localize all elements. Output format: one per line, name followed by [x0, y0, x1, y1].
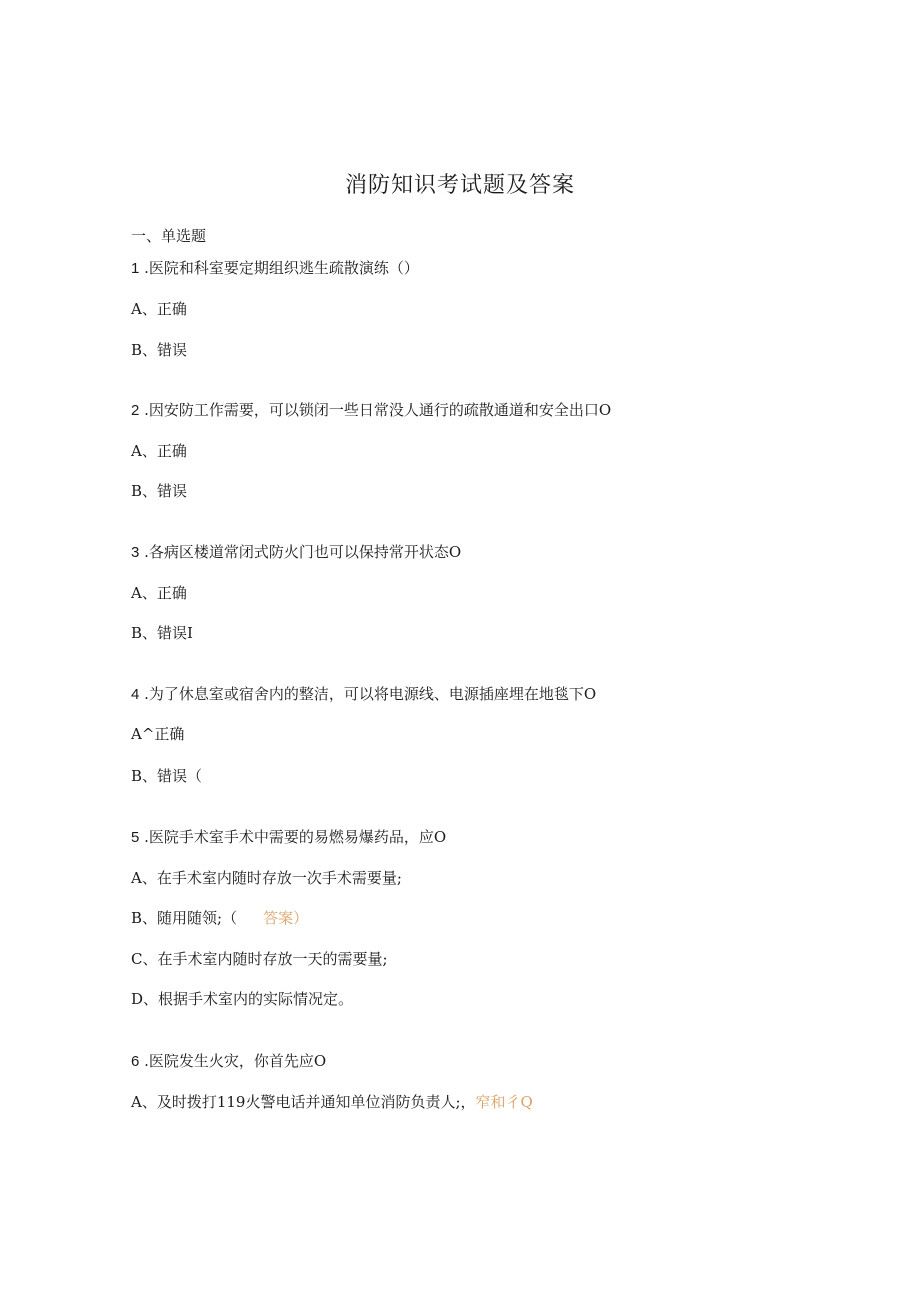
- option-a-text: A、及时拨打119火警电话并通知单位消防负责人;，: [131, 1093, 476, 1111]
- option-a: A、在手术室内随时存放一次手术需要量;: [131, 869, 402, 887]
- question-4: [131, 684, 596, 705]
- option-b: B、错误I: [131, 624, 193, 642]
- question-text: .医院手术室手术中需要的易燃易爆药品，应O: [144, 828, 447, 846]
- option-a: [131, 1092, 533, 1112]
- answer-note: 窄和彳Q: [475, 1093, 533, 1111]
- question-text: .因安防工作需要，可以锁闭一些日常没人通行的疏散通道和安全出口O: [144, 401, 612, 419]
- question-text: .医院和科室要定期组织逃生疏散演练（）: [144, 259, 419, 277]
- question-3: [131, 542, 461, 563]
- section-heading: 一、单选题: [131, 227, 207, 245]
- option-a: A^正确: [131, 725, 185, 743]
- question-text: .各病区楼道常闭式防火门也可以保持常开状态O: [144, 543, 462, 561]
- option-a: A、正确: [131, 300, 187, 318]
- question-text: .为了休息室或宿舍内的整洁，可以将电源线、电源插座埋在地毯下O: [144, 685, 597, 703]
- page-title: 消防知识考试题及答案: [344, 173, 575, 198]
- question-5: [131, 827, 446, 848]
- question-number: 6: [131, 1053, 140, 1070]
- question-6: [131, 1051, 326, 1072]
- question-number: 5: [131, 829, 140, 846]
- option-a: A、正确: [131, 584, 187, 602]
- question-2: [131, 400, 611, 421]
- question-text: .医院发生火灾，你首先应O: [144, 1052, 327, 1070]
- answer-note: 答案）: [263, 909, 309, 927]
- option-c: C、在手术室内随时存放一天的需要量;: [131, 950, 388, 968]
- question-number: 4: [131, 686, 140, 703]
- question-1: [131, 258, 419, 279]
- option-d: D、根据手术室内的实际情况定。: [131, 990, 354, 1008]
- question-number: 3: [131, 544, 140, 561]
- option-b: [131, 908, 308, 928]
- option-a: A、正确: [131, 442, 187, 460]
- question-number: 2: [131, 402, 140, 419]
- option-b-text: B、随用随领;（: [131, 909, 238, 927]
- option-b: B、错误: [131, 341, 188, 359]
- question-number: 1: [131, 260, 140, 277]
- option-b: B、错误: [131, 482, 188, 500]
- option-b: B、错误（: [131, 767, 203, 785]
